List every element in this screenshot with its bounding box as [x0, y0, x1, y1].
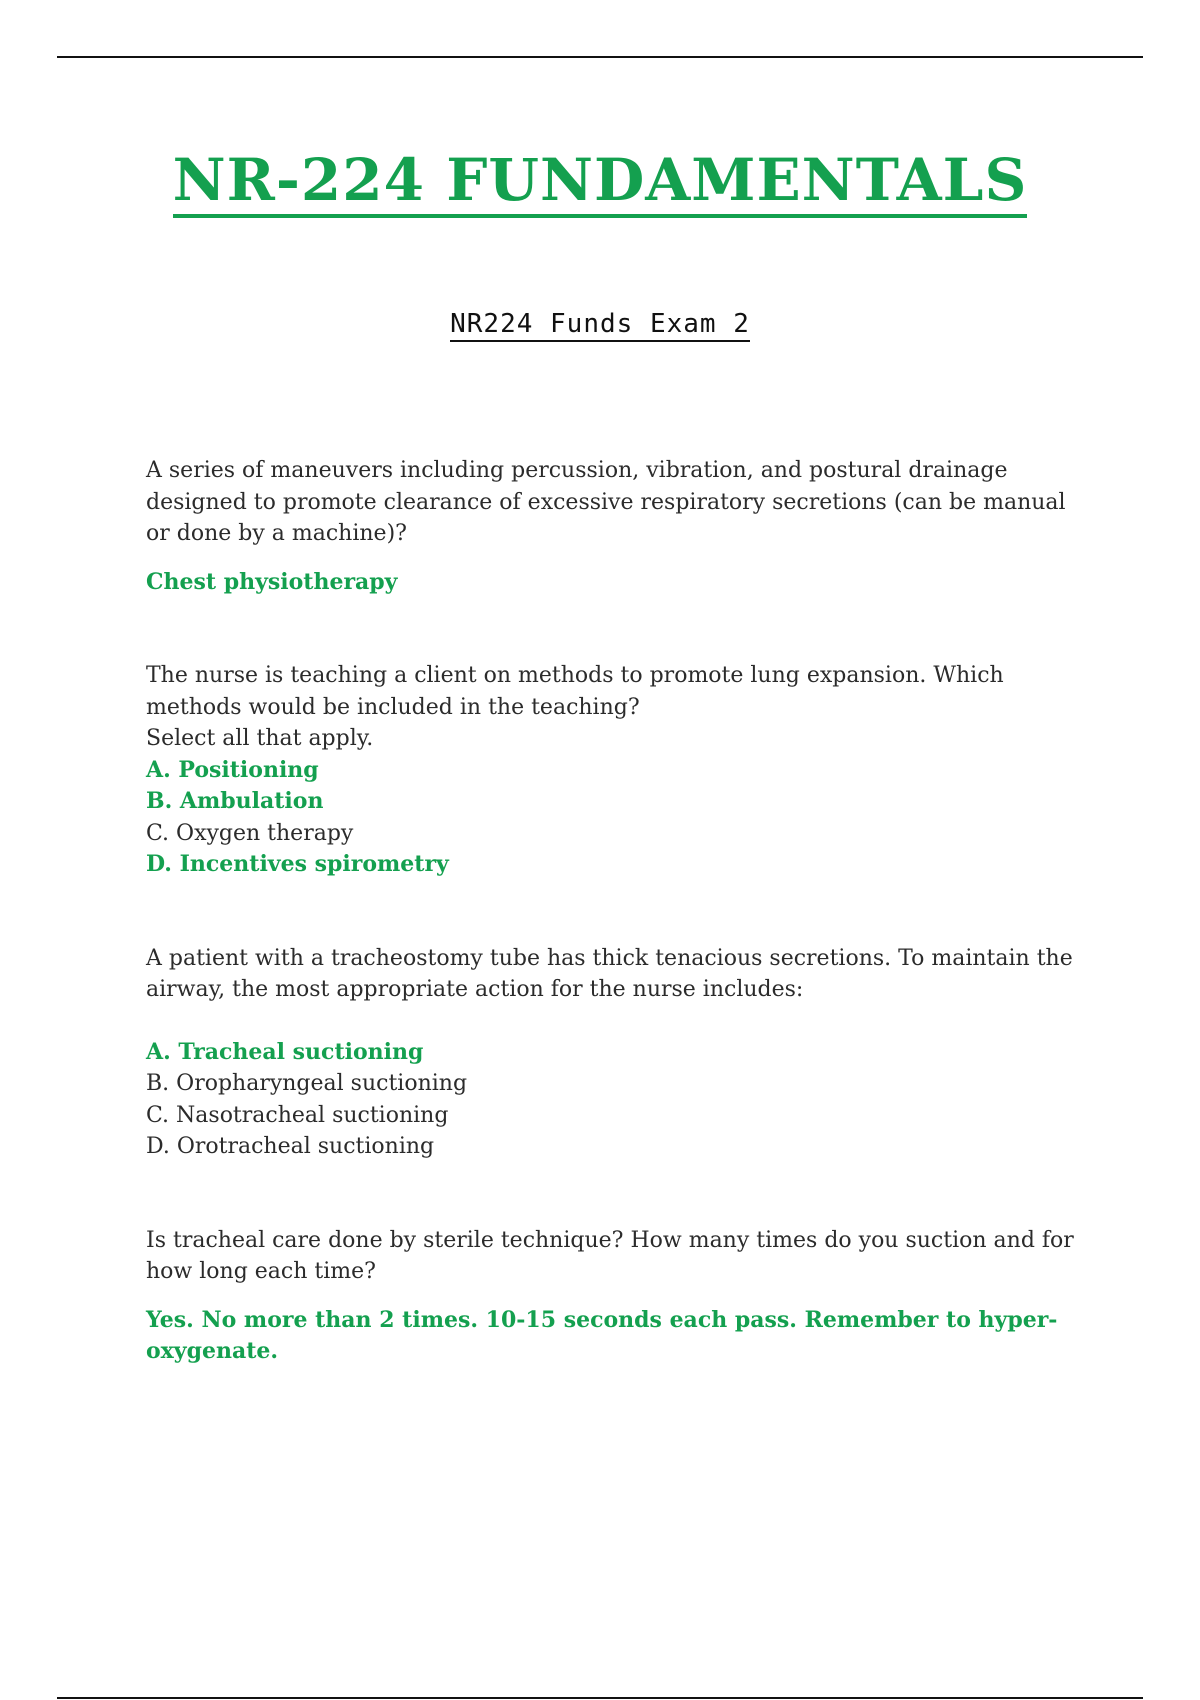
option-b: B. Ambulation	[146, 788, 324, 814]
document-subtitle: NR224 Funds Exam 2	[0, 308, 1200, 340]
question-instruction: Select all that apply.	[146, 726, 374, 751]
question-1	[146, 455, 1096, 598]
question-2	[146, 660, 1096, 881]
option-a: A. Positioning	[146, 756, 319, 783]
option-d: D. Incentives spirometry	[146, 851, 449, 877]
question-text: A series of maneuvers including percussion, vibration, and postural drainage designed to promote clearance of excessive respiratory secretions (can be manual or done by a machine)?	[146, 458, 1066, 546]
answer-text: Yes. No more than 2 times. 10-15 seconds each pass. Remember to hyper-oxygenate.	[146, 1306, 1058, 1364]
question-3	[146, 943, 1096, 1163]
option-c: C. Nasotracheal suctioning	[146, 1102, 449, 1128]
answer-text: Chest physiotherapy	[146, 568, 398, 595]
question-text: A patient with a tracheostomy tube has thick tenacious secretions. To maintain the airway, the most appropriate action for the nurse includes:	[146, 945, 1073, 1002]
top-rule	[57, 56, 1143, 58]
option-a: A. Tracheal suctioning	[146, 1038, 424, 1065]
question-4	[146, 1225, 1096, 1368]
option-b: B. Oropharyngeal suctioning	[146, 1071, 468, 1096]
option-c: C. Oxygen therapy	[146, 820, 354, 846]
question-text: Is tracheal care done by sterile technique? How many times do you suction and for how long each time?	[146, 1227, 1074, 1284]
bottom-rule	[57, 1697, 1143, 1699]
question-text: The nurse is teaching a client on methods to promote lung expansion. Which methods would be included in the teaching?	[146, 663, 1004, 720]
document-title: NR-224 FUNDAMENTALS	[0, 145, 1200, 215]
option-d: D. Orotracheal suctioning	[146, 1134, 435, 1159]
question-list	[146, 455, 1096, 1368]
